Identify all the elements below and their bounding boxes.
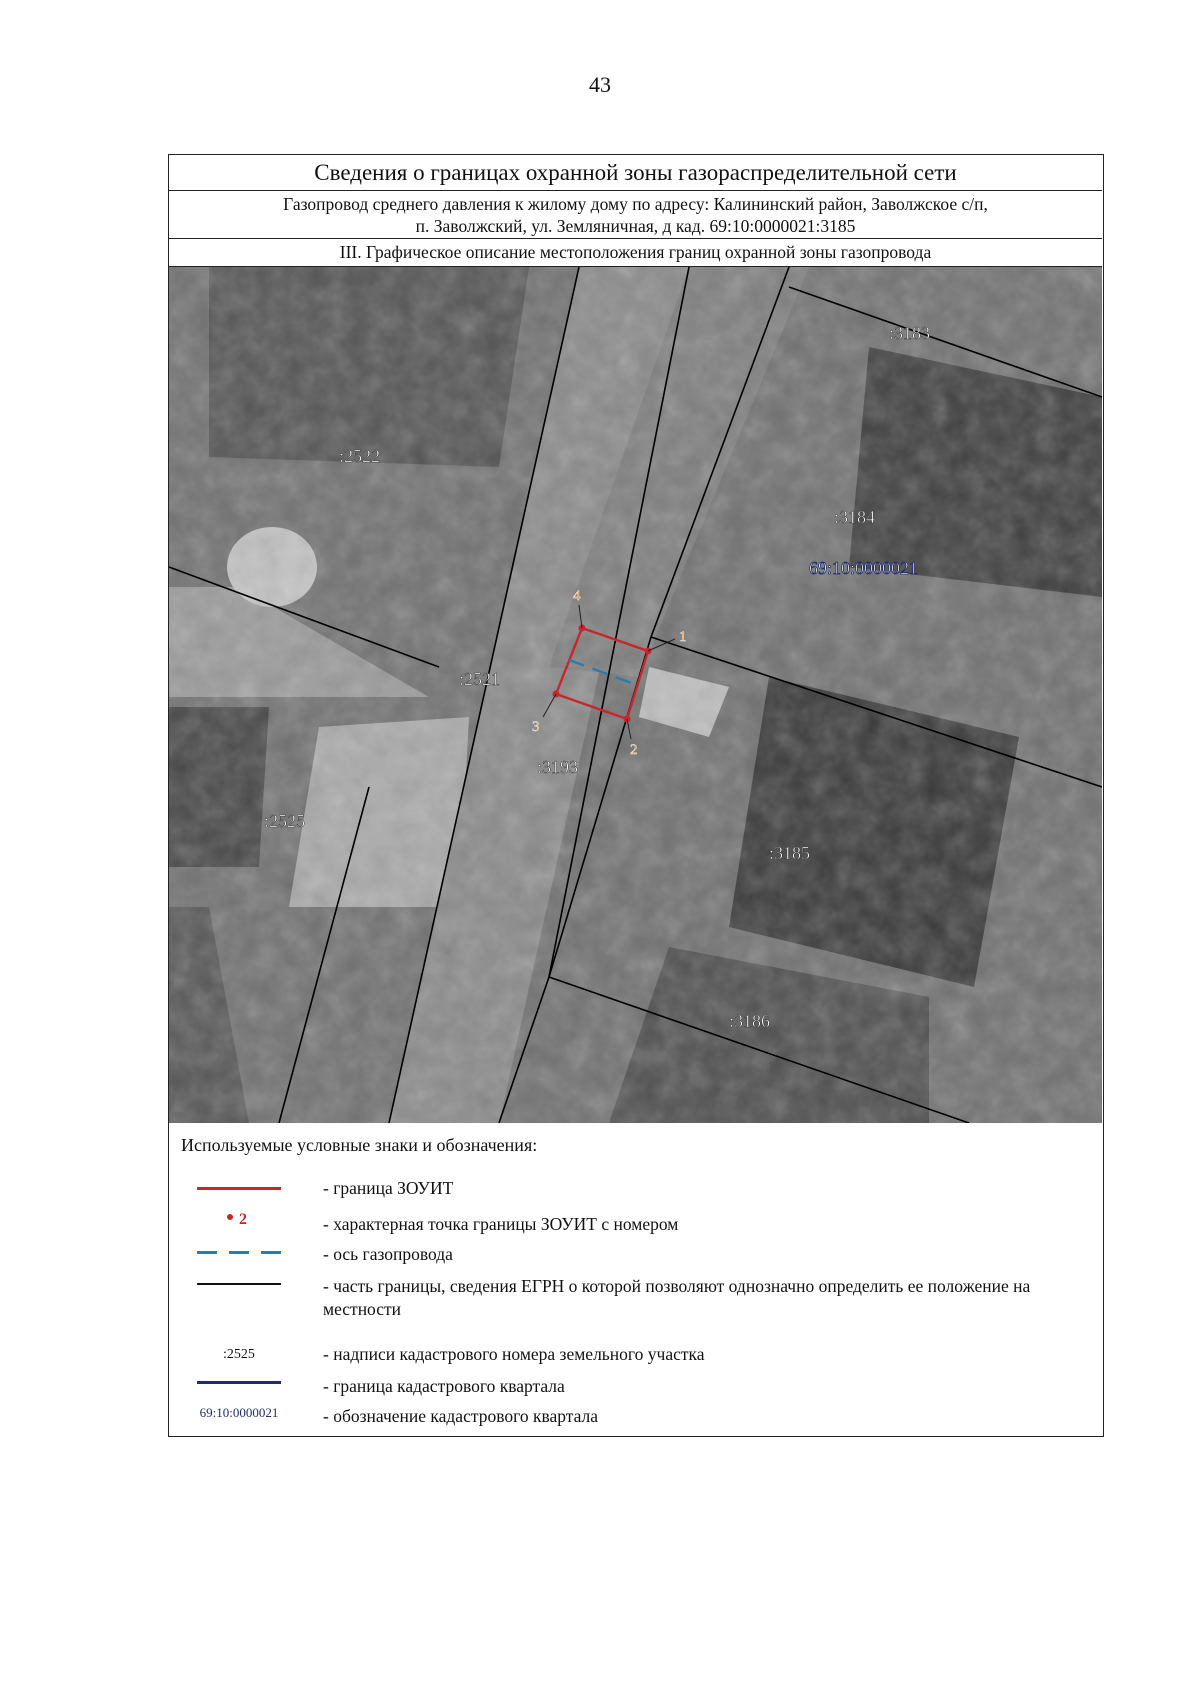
quarter-label-symbol: [189, 1403, 289, 1433]
legend: [169, 1123, 1102, 1436]
legend-text: - надписи кадастрового номера земельного участка: [323, 1344, 705, 1364]
object-description: [169, 191, 1102, 239]
point-label-4: 4: [573, 588, 581, 604]
legend-text: - обозначение кадастрового квартала: [323, 1406, 599, 1426]
parcel-label-2522: :2522: [339, 446, 381, 466]
red-point-symbol-label: 2: [239, 1211, 247, 1228]
object-line-1: Газопровод среднего давления к жилому дому по адресу: Калининский район, Заволжское с/п,: [283, 194, 988, 214]
blue-dash-symbol: [189, 1237, 289, 1267]
parcel-label-3186: :3186: [729, 1011, 771, 1031]
legend-text: - граница кадастрового квартала: [323, 1376, 565, 1396]
point-label-1: 1: [679, 629, 687, 645]
quarter-label-symbol-text: 69:10:0000021: [199, 1405, 279, 1420]
red-point-symbol: [189, 1205, 289, 1235]
parcel-label-3184: :3184: [834, 507, 876, 527]
legend-text: - часть границы, сведения ЕГРН о которой позволяют однозначно определить ее положение на местности: [323, 1276, 1031, 1319]
red-line-symbol: [189, 1173, 289, 1203]
legend-title: Используемые условные знаки и обозначения:: [181, 1135, 538, 1155]
legend-text: - ось газопровода: [323, 1244, 453, 1264]
object-line-2: п. Заволжский, ул. Земляничная, д кад. 69:10:0000021:3185: [415, 216, 856, 236]
sheet-title: Сведения о границах охранной зоны газораспределительной сети: [169, 155, 1102, 191]
parcel-label-3193: :3193: [537, 757, 579, 777]
point-label-3: 3: [532, 719, 540, 735]
legend-text: - граница ЗОУИТ: [323, 1178, 454, 1198]
black-line-symbol: [189, 1269, 289, 1299]
parcel-label-3185: :3185: [769, 843, 811, 863]
parcel-label-2525: :2525: [264, 811, 306, 831]
section-title: III. Графическое описание местоположения границ охранной зоны газопровода: [169, 239, 1102, 267]
parcel-label-symbol: [189, 1341, 289, 1371]
map-svg: [169, 267, 1102, 1123]
quarter-label: 69:10:0000021: [809, 558, 919, 578]
parcel-label-symbol-text: :2525: [223, 1347, 255, 1362]
parcel-label-3183: :3183: [889, 323, 931, 343]
parcel-label-2521: :2521: [459, 669, 501, 689]
page-number: 43: [589, 72, 611, 97]
map-sheet: [168, 154, 1104, 1437]
point-label-2: 2: [630, 742, 638, 758]
aerial-map: [169, 267, 1102, 1123]
legend-text: - характерная точка границы ЗОУИТ с номером: [323, 1214, 679, 1234]
navy-line-symbol: [189, 1373, 289, 1403]
